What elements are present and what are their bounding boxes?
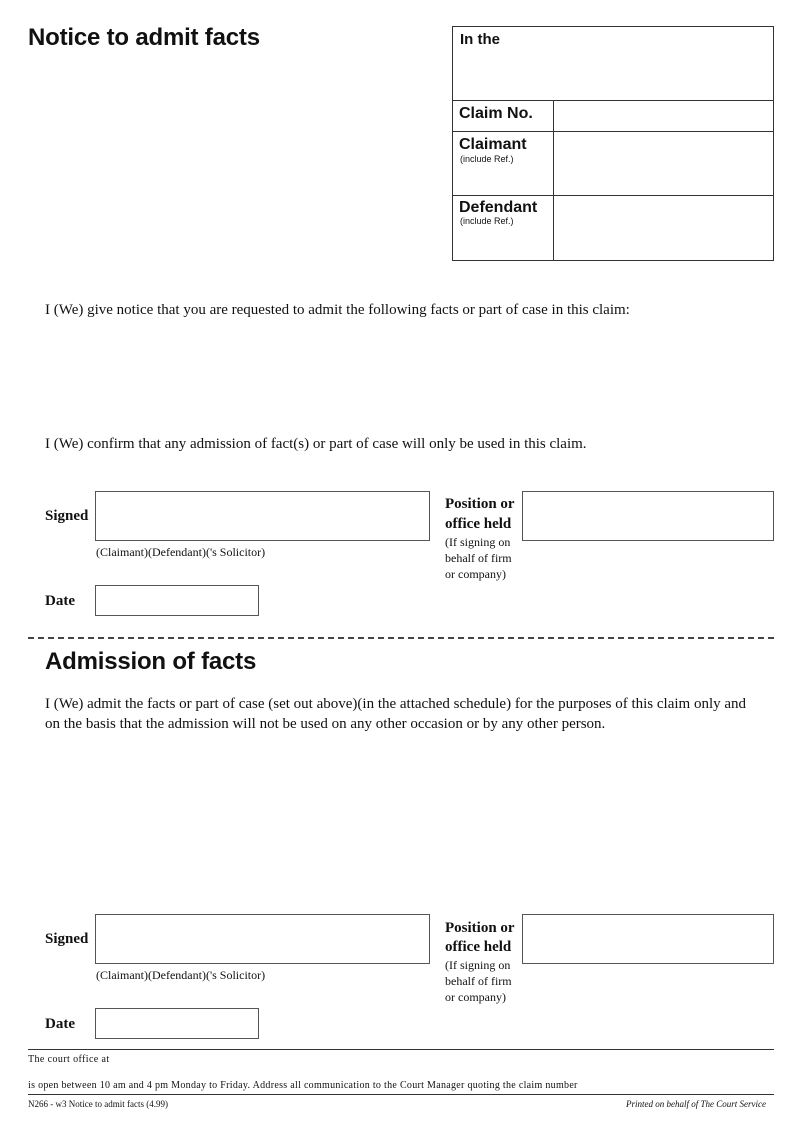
divider — [453, 131, 773, 132]
defendant-field[interactable] — [555, 197, 771, 259]
footer-rule — [28, 1049, 774, 1050]
signature-field[interactable] — [95, 491, 430, 541]
defendant-label: Defendant — [459, 199, 538, 216]
form-reference: N266 - w3 Notice to admit facts (4.99) — [28, 1099, 168, 1109]
cut-line — [28, 637, 774, 639]
signer-caption: (Claimant)(Defendant)('s Solicitor) — [96, 968, 266, 982]
court-details-box — [452, 26, 774, 261]
court-office-text: The court office at — [28, 1054, 110, 1065]
position-hint: (If signing on — [445, 958, 511, 972]
claimant-label: Claimant — [459, 136, 527, 153]
position-label: office held — [445, 516, 512, 532]
printed-by: Printed on behalf of The Court Service — [626, 1099, 766, 1109]
facts-input-area[interactable] — [45, 325, 773, 425]
claim-no-label: Claim No. — [459, 105, 533, 122]
claimant-field[interactable] — [555, 133, 771, 193]
position-label: Position or — [445, 920, 515, 936]
admission-text-line: on the basis that the admission will not be used on any other occasion or by any other person. — [45, 716, 606, 732]
signer-caption: (Claimant)(Defendant)('s Solicitor) — [96, 545, 266, 559]
position-hint: (If signing on — [445, 535, 511, 549]
section-title: Admission of facts — [45, 648, 257, 675]
date-label: Date — [45, 1016, 75, 1032]
defendant-ref-hint: (include Ref.) — [460, 216, 514, 226]
admission-input-area[interactable] — [45, 740, 773, 905]
signature-field[interactable] — [95, 914, 430, 964]
notice-request-text: I (We) give notice that you are requested to admit the following facts or part of case in this claim: — [45, 302, 630, 318]
position-label: Position or — [445, 496, 515, 512]
in-the-label: In the — [460, 31, 500, 48]
position-field[interactable] — [522, 491, 774, 541]
date-label: Date — [45, 593, 75, 609]
position-field[interactable] — [522, 914, 774, 964]
position-label: office held — [445, 939, 512, 955]
court-name-field[interactable] — [513, 29, 769, 97]
claim-no-field[interactable] — [555, 102, 771, 130]
signed-label: Signed — [45, 931, 89, 947]
date-field[interactable] — [95, 1008, 259, 1039]
date-field[interactable] — [95, 585, 259, 616]
footer-rule — [28, 1094, 774, 1095]
divider — [453, 195, 773, 196]
divider — [553, 100, 554, 260]
opening-hours-text: is open between 10 am and 4 pm Monday to Friday. Address all communication to the Court Manager quoting the claim number — [28, 1080, 578, 1091]
notice-confirm-text: I (We) confirm that any admission of fact(s) or part of case will only be used in this claim. — [45, 436, 587, 452]
position-hint: behalf of firm — [445, 551, 512, 565]
signed-label: Signed — [45, 508, 89, 524]
position-hint: or company) — [445, 990, 506, 1004]
position-hint: or company) — [445, 567, 506, 581]
divider — [453, 100, 773, 101]
position-hint: behalf of firm — [445, 974, 512, 988]
admission-text-line: I (We) admit the facts or part of case (set out above)(in the attached schedule) for the purposes of this claim only and — [45, 696, 747, 712]
page-title: Notice to admit facts — [28, 24, 260, 51]
claimant-ref-hint: (include Ref.) — [460, 154, 514, 164]
